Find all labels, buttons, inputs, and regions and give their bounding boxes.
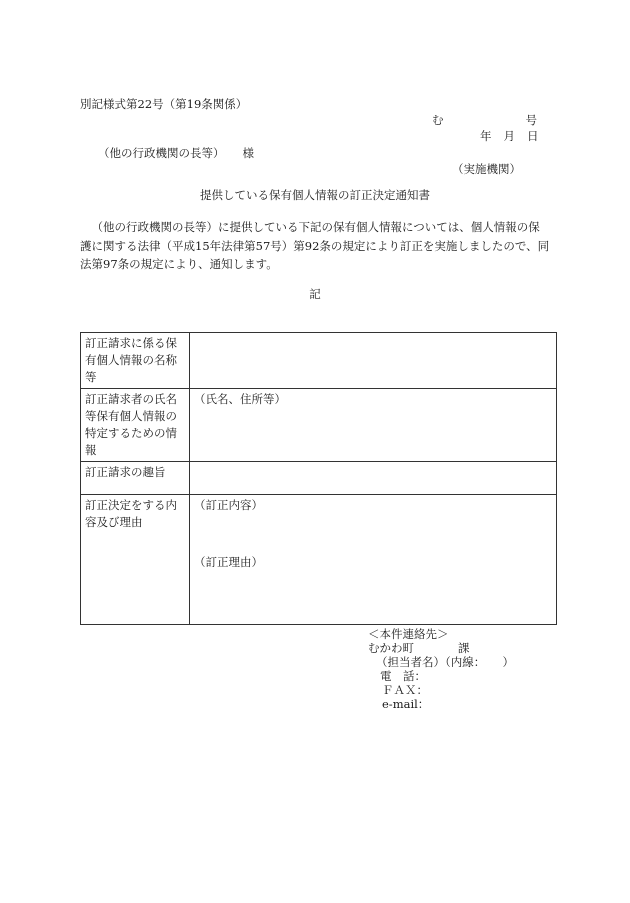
contact-fax: ＦＡＸ： <box>382 683 428 697</box>
form-number: 別記様式第22号（第19条関係） <box>80 97 248 111</box>
row-value: （氏名、住所等） <box>190 389 557 462</box>
contact-town-line <box>368 641 514 655</box>
row-label: 訂正請求者の氏名等保有個人情報の特定するための情報 <box>81 389 190 462</box>
number-prefix: む <box>432 113 444 127</box>
recipient-name: （他の行政機関の長等） <box>98 146 225 160</box>
ki-marker: 記 <box>309 287 321 301</box>
row-label: 訂正請求の趣旨 <box>81 462 190 495</box>
contact-heading: ＜本件連絡先＞ <box>368 627 449 641</box>
contact-person: （担当者名）（内線： ） <box>376 655 514 669</box>
contact-phone: 電 話： <box>380 669 426 683</box>
contact-block <box>368 627 514 711</box>
date-year: 年 <box>480 129 492 143</box>
contact-section: 課 <box>458 641 470 655</box>
correction-content: （訂正内容） <box>194 498 263 512</box>
table-row <box>81 462 557 495</box>
date-month: 月 <box>503 129 515 143</box>
correction-reason: （訂正理由） <box>194 555 263 569</box>
document-date <box>480 129 539 144</box>
row-label: 訂正決定をする内容及び理由 <box>81 495 190 625</box>
row-value <box>190 495 557 625</box>
number-suffix: 号 <box>525 113 537 127</box>
body-paragraph: （他の行政機関の長等）に提供している下記の保有個人情報については、個人情報の保護に関する法律（平成15年法律第57号）第92条の規定により訂正を実施しましたので、同法第97条の規定により、通知します。 <box>80 220 550 271</box>
issuer: （実施機関） <box>452 162 521 176</box>
document-number <box>432 113 537 128</box>
document-title: 提供している保有個人情報の訂正決定通知書 <box>200 188 430 202</box>
table-row <box>81 495 557 625</box>
date-day: 日 <box>527 129 539 143</box>
table-row <box>81 389 557 462</box>
contact-town: むかわ町 <box>368 641 414 655</box>
row-label: 訂正請求に係る保有個人情報の名称等 <box>81 333 190 389</box>
row-value <box>190 462 557 495</box>
row-value <box>190 333 557 389</box>
recipient <box>98 146 254 161</box>
contact-email: e-mail： <box>382 697 430 711</box>
info-table <box>80 332 557 625</box>
honorific: 様 <box>242 146 254 160</box>
table-row <box>81 333 557 389</box>
